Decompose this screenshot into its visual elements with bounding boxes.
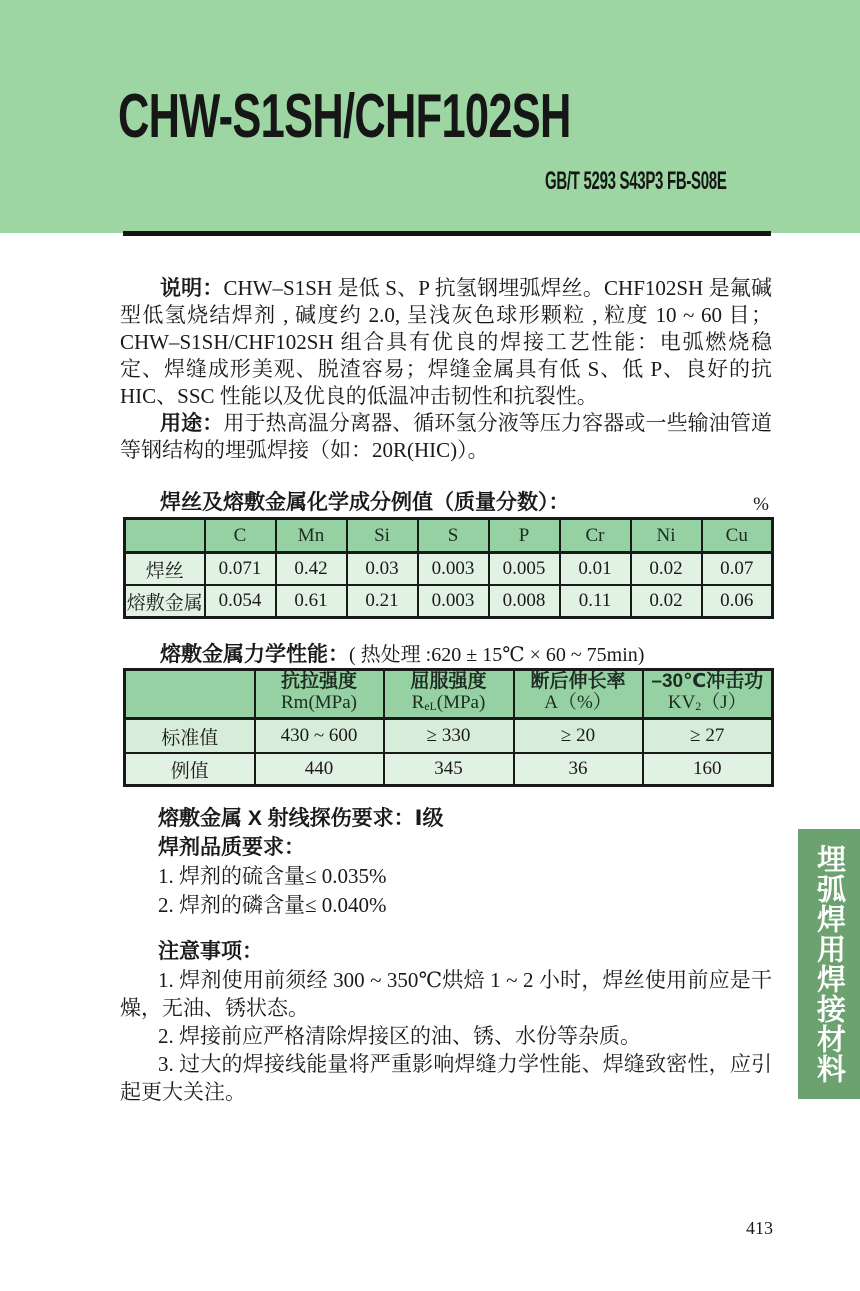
chem-table	[123, 517, 774, 619]
usage-label: 用途：	[160, 412, 224, 435]
cell: 0.071	[205, 553, 276, 586]
symbol-post: （J）	[701, 692, 747, 713]
chem-header-row	[125, 519, 773, 553]
cell: 0.01	[560, 553, 631, 586]
header-symbol	[256, 692, 383, 717]
cell: 0.02	[631, 585, 702, 618]
notes-section	[120, 938, 772, 1106]
cell: 0.005	[489, 553, 560, 586]
symbol-post: (MPa)	[436, 692, 486, 713]
mech-col-header	[255, 670, 384, 719]
cell: 160	[643, 753, 773, 786]
symbol-pre: R	[411, 692, 425, 713]
note-item: 2. 焊接前应严格清除焊接区的油、锈、水份等杂质。	[158, 1024, 641, 1048]
quality-section	[120, 804, 772, 920]
cell: 440	[255, 753, 384, 786]
cell: 0.61	[276, 585, 347, 618]
symbol-pre: Rm	[280, 692, 309, 713]
symbol-post: （%）	[557, 692, 612, 713]
mech-corner-cell	[125, 670, 255, 719]
mech-table	[123, 668, 774, 787]
notes-label: 注意事项：	[158, 940, 263, 963]
side-tab-label: 埋弧焊用焊接材料	[813, 844, 845, 1084]
page-header	[0, 0, 860, 233]
chem-table-heading	[123, 486, 771, 516]
cell: 0.07	[702, 553, 773, 586]
mech-col-header	[514, 670, 643, 719]
header-line1: –30℃冲击功	[651, 671, 764, 692]
cell: ≥ 27	[643, 719, 773, 754]
header-line1: 屈服强度	[410, 671, 487, 692]
chem-table-title: 焊丝及熔敷金属化学成分例值（质量分数）：	[160, 491, 570, 514]
category-side-tab	[798, 829, 860, 1099]
cell: 0.11	[560, 585, 631, 618]
description-paragraph	[120, 275, 772, 410]
cell: 36	[514, 753, 643, 786]
unit-percent: %	[753, 494, 769, 515]
mech-table-note: ( 热处理 :620 ± 15℃ × 60 ~ 75min)	[349, 644, 645, 666]
cell: 0.03	[347, 553, 418, 586]
cell: ≥ 20	[514, 719, 643, 754]
usage-text: 用于热高温分离器、循环氢分液等压力容器或一些输油管道等钢结构的埋弧焊接（如：20R(HIC)）。	[120, 411, 773, 462]
row-label: 焊丝	[125, 553, 205, 586]
header-symbol	[515, 692, 642, 717]
symbol-post: (MPa)	[308, 692, 357, 713]
cell: 0.42	[276, 553, 347, 586]
header-symbol	[385, 692, 513, 717]
chem-col-header: S	[418, 519, 489, 553]
cell: 0.02	[631, 553, 702, 586]
cell: 430 ~ 600	[255, 719, 384, 754]
chem-col-header: C	[205, 519, 276, 553]
note-item: 3. 过大的焊接线能量将严重影响焊缝力学性能、焊缝致密性，应引起更大关注。	[120, 1052, 772, 1104]
cell: 0.008	[489, 585, 560, 618]
row-label: 熔敷金属	[125, 585, 205, 618]
table-row-deposit	[125, 585, 773, 618]
mech-col-header	[643, 670, 773, 719]
cell: 0.003	[418, 553, 489, 586]
chem-col-header: P	[489, 519, 560, 553]
symbol-sub: eL	[424, 700, 437, 714]
flux-quality-item: 2. 焊剂的磷含量≤ 0.040%	[158, 893, 387, 917]
page-number: 413	[746, 1218, 773, 1238]
cell: 0.054	[205, 585, 276, 618]
cell: 0.003	[418, 585, 489, 618]
description-text: CHW–S1SH 是低 S、P 抗氢钢埋弧焊丝。CHF102SH 是氟碱型低氢烧结焊剂 , 碱度约 2.0, 呈浅灰色球形颗粒 , 粒度 10 ~ 60 目；CHW–S1SH/CHF102SH 组合具有优良的焊接工艺性能：电弧燃烧稳定、焊缝成形美观、脱渣容易；焊缝金属具有低 S、低 P、良好的抗 HIC、SSC 性能以及优良的低温冲击韧性和抗裂性。	[120, 276, 772, 408]
header-line1: 抗拉强度	[280, 671, 357, 692]
description-label: 说明：	[160, 277, 224, 300]
chem-col-header: Cu	[702, 519, 773, 553]
usage-paragraph	[120, 410, 772, 464]
symbol-pre: KV	[667, 692, 696, 713]
flux-quality-label: 焊剂品质要求：	[158, 836, 305, 859]
chem-col-header: Cr	[560, 519, 631, 553]
note-item: 1. 焊剂使用前须经 300 ~ 350℃烘焙 1 ~ 2 小时，焊丝使用前应是干燥，无油、锈状态。	[120, 968, 772, 1020]
intro-section	[120, 275, 772, 464]
chem-col-header: Ni	[631, 519, 702, 553]
cell: 0.21	[347, 585, 418, 618]
divider-rule	[123, 231, 771, 236]
xray-requirement: 熔敷金属 X 射线探伤要求：Ⅰ级	[158, 807, 444, 830]
chem-col-header: Mn	[276, 519, 347, 553]
flux-quality-item: 1. 焊剂的硫含量≤ 0.035%	[158, 864, 387, 888]
cell: ≥ 330	[384, 719, 514, 754]
table-row-wire	[125, 553, 773, 586]
header-symbol	[644, 692, 772, 717]
symbol-sub: 2	[695, 700, 702, 714]
chem-corner-cell	[125, 519, 205, 553]
cell: 345	[384, 753, 514, 786]
mech-header-row	[125, 670, 773, 719]
standard-code: GB/T 5293 S43P3 FB-S08E	[545, 167, 727, 195]
table-row-example	[125, 753, 773, 786]
cell: 0.06	[702, 585, 773, 618]
mech-col-header	[384, 670, 514, 719]
row-label: 标准值	[125, 719, 255, 754]
chem-col-header: Si	[347, 519, 418, 553]
header-line1: 断后伸长率	[530, 671, 626, 692]
symbol-pre: A	[544, 692, 558, 713]
row-label: 例值	[125, 753, 255, 786]
mech-table-title: 熔敷金属力学性能：	[160, 643, 349, 666]
mech-table-heading	[123, 638, 783, 668]
product-title: CHW-S1SH/CHF102SH	[118, 82, 571, 151]
table-row-standard	[125, 719, 773, 754]
